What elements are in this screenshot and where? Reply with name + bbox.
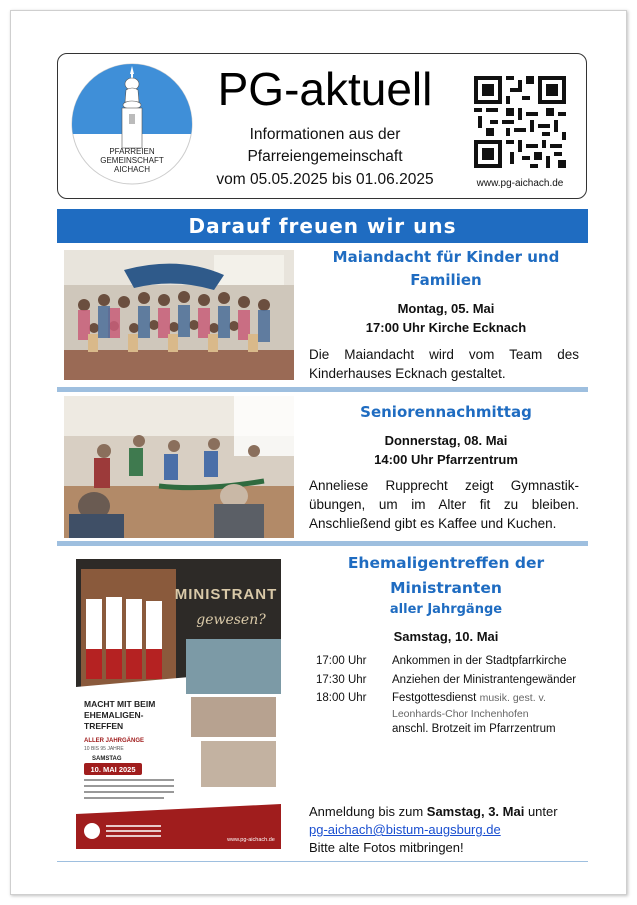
- event3-title-line1: Ehemaligentreffen der: [347, 554, 545, 572]
- schedule-text: Festgottesdienst: [392, 692, 477, 704]
- poster-headline-1: MINISTRANT: [174, 586, 278, 603]
- event1-time-place: 17:00 Uhr Kirche Ecknach: [365, 320, 527, 335]
- header-line-1: Informationen aus der: [249, 126, 401, 143]
- schedule-time: 18:00 Uhr: [316, 692, 367, 704]
- event1-description: Die Maiandacht wird vom Team des Kinderhauses Ecknach gestaltet.: [309, 347, 579, 381]
- event2-date: Donnerstag, 08. Mai: [384, 433, 508, 448]
- qr-code[interactable]: [474, 76, 566, 168]
- event1-photo: [64, 250, 294, 380]
- registration-line: [309, 803, 589, 821]
- event2-photo: [64, 396, 294, 538]
- event3-poster: [76, 559, 281, 849]
- registration-email-link[interactable]: pg-aichach@bistum-augsburg.de: [309, 822, 501, 837]
- event3-date: Samstag, 10. Mai: [393, 629, 499, 644]
- event2-when: [305, 431, 587, 469]
- poster-cta-3: TREFFEN: [84, 721, 124, 731]
- schedule-text: Anziehen der Ministrantengewänder: [392, 673, 577, 686]
- registration-suffix: unter: [524, 804, 558, 819]
- logo-text-2: GEMEINSCHAFT: [100, 156, 164, 165]
- poster-footer-url: www.pg-aichach.de: [227, 837, 275, 843]
- poster-day: SAMSTAG: [92, 756, 122, 762]
- schedule-text: Ankommen in der Stadtpfarrkirche: [392, 655, 567, 667]
- page-title: PG-aktuell: [217, 63, 433, 115]
- registration-date: Samstag, 3. Mai: [426, 804, 525, 819]
- event3-subtitle: aller Jahrgänge: [389, 602, 503, 617]
- poster-sub-1: ALLER JAHRGÄNGE: [84, 738, 145, 744]
- poster-headline-2: gewesen?: [196, 612, 266, 628]
- website-url[interactable]: www.pg-aichach.de: [476, 178, 564, 189]
- schedule-time: 17:00 Uhr: [316, 655, 367, 667]
- registration-info: [309, 803, 589, 857]
- header-date-range: vom 05.05.2025 bis 01.06.2025: [216, 171, 434, 188]
- separator-1: [57, 387, 588, 392]
- registration-note: Bitte alte Fotos mitbringen!: [309, 840, 464, 855]
- event1-title-line2: Familien: [410, 271, 482, 289]
- schedule-row: [316, 654, 586, 670]
- event3-title-line2: Ministranten: [390, 579, 502, 597]
- poster-cta-1: MACHT MIT BEIM: [84, 699, 156, 709]
- event1-when: [305, 299, 587, 337]
- separator-2: [57, 541, 588, 546]
- event1-title: [305, 246, 587, 292]
- schedule-time: 17:30 Uhr: [316, 673, 367, 686]
- event2-time-place: 14:00 Uhr Pfarrzentrum: [374, 452, 518, 467]
- header-line-2: Pfarreiengemeinschaft: [247, 148, 403, 165]
- schedule-text-group: [392, 691, 586, 738]
- schedule-row: [316, 691, 586, 738]
- logo-text-3: AICHACH: [113, 165, 151, 174]
- event2-title: Seniorennachmittag: [360, 403, 532, 421]
- event3-schedule: [316, 654, 586, 741]
- poster-cta-2: EHEMALIGEN-: [84, 710, 144, 720]
- event2-description: Anneliese Rupprecht zeigt Gymnastik-übungen, um im Alter fit zu bleiben. Anschließend gibt es Kaffee und Kuchen.: [309, 478, 579, 531]
- schedule-text-after: anschl. Brotzeit im Pfarrzentrum: [392, 723, 556, 735]
- parish-logo: [70, 62, 194, 186]
- section-banner: Darauf freuen wir uns: [57, 209, 588, 243]
- poster-date: 10. MAI 2025: [90, 765, 136, 774]
- separator-bottom: [57, 861, 588, 862]
- schedule-text-grey: musik. gest. v. Leonhards-Chor Inchenhofen: [392, 692, 546, 720]
- schedule-row: [316, 673, 586, 689]
- event1-date: Montag, 05. Mai: [397, 301, 495, 316]
- logo-text-1: PFARREIEN: [109, 147, 155, 156]
- registration-prefix: Anmeldung bis zum: [309, 804, 427, 819]
- poster-sub-2: 10 BIS 95 JAHRE: [84, 746, 124, 752]
- event1-title-line1: Maiandacht für Kinder und: [332, 248, 560, 266]
- event3-title: [305, 551, 587, 601]
